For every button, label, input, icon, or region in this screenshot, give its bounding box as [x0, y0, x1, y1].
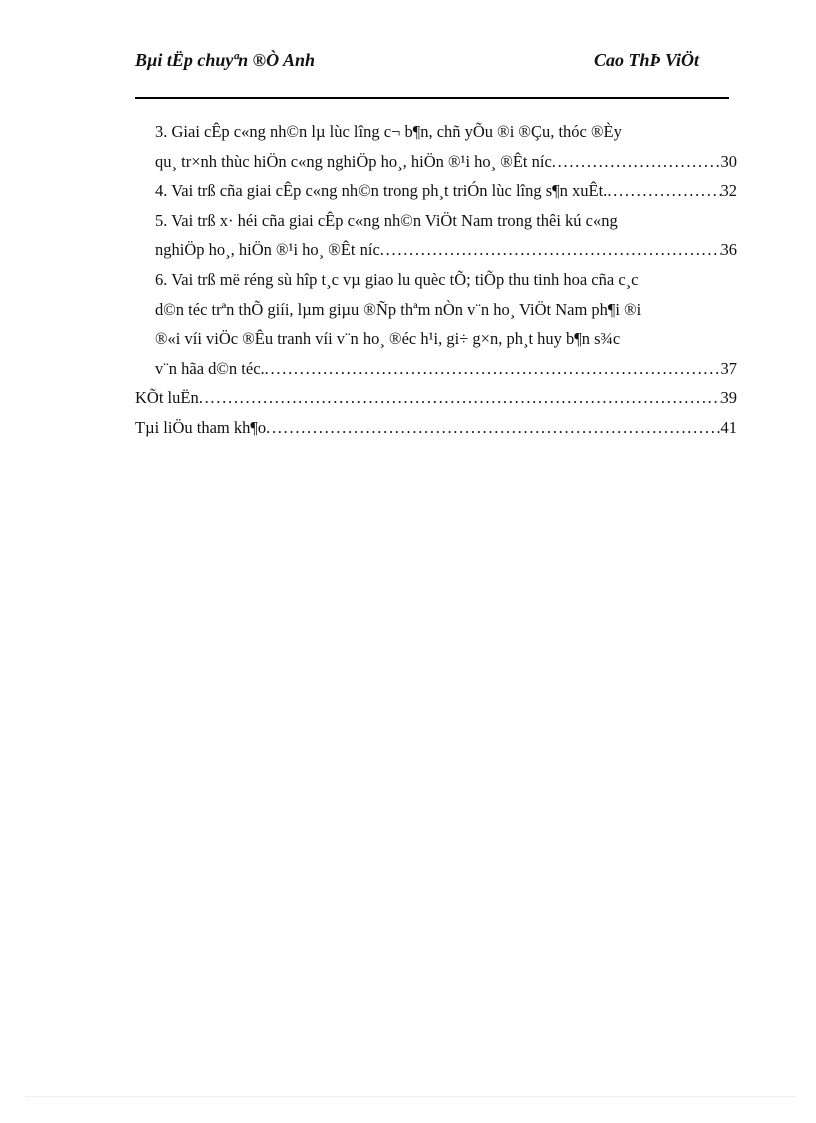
toc-entry-section-5[interactable] — [135, 206, 737, 265]
table-of-contents — [135, 117, 737, 443]
toc-entry-text: KÕt luËn — [135, 388, 199, 408]
toc-entry-text: nghiÖp ho¸, hiÖn ®¹i ho¸ ®Êt níc — [155, 240, 380, 260]
header-title: Bµi tËp chuyªn ®Ò Anh — [135, 50, 315, 70]
toc-leader-dots — [265, 354, 721, 384]
toc-leader-dots — [199, 383, 721, 413]
page-bottom-divider — [25, 1096, 795, 1097]
toc-entry-section-6[interactable] — [135, 265, 737, 383]
toc-page-number: 30 — [720, 151, 737, 171]
toc-entry-references[interactable] — [135, 413, 737, 443]
toc-entry-section-4[interactable] — [135, 176, 737, 206]
page-header — [135, 49, 729, 99]
toc-entry-text: ®«i víi viÖc ®Êu tranh víi v¨n ho¸ ®éc h¹i, gi÷ g×n, ph¸t huy b¶n s¾c — [155, 329, 621, 349]
toc-entry-last-line — [155, 147, 737, 177]
toc-page-number: 39 — [720, 388, 737, 408]
toc-entry-last-line — [135, 383, 737, 413]
toc-entry-last-line — [135, 413, 737, 443]
toc-entry-text: v¨n hãa d©n téc. — [155, 358, 265, 378]
toc-leader-dots — [266, 413, 720, 443]
toc-entry-text: 5. Vai trß x· héi cña giai cÊp c«ng nh©n ViÖt Nam trong thêi kú c«ng — [155, 210, 618, 230]
toc-leader-dots — [552, 147, 721, 177]
toc-entry-last-line — [155, 354, 737, 384]
toc-entry-last-line — [155, 235, 737, 265]
toc-leader-dots — [607, 176, 720, 206]
toc-entry-section-3[interactable] — [135, 117, 737, 176]
toc-entry-text: qu¸ tr×nh thùc hiÖn c«ng nghiÖp ho¸, hiÖn ®¹i ho¸ ®Êt níc — [155, 151, 552, 171]
toc-entry-text: 6. Vai trß më réng sù hîp t¸c vµ giao lu quèc tÕ; tiÕp thu tinh hoa cña c¸c — [155, 269, 639, 289]
header-author: Cao ThÞ ViÖt — [593, 50, 699, 70]
toc-entry-text: Tµi liÖu tham kh¶o — [135, 417, 267, 437]
toc-page-number: 36 — [720, 240, 737, 260]
toc-entry-text: d©n téc trªn thÕ giíi, lµm giµu ®Ñp thªm nÒn v¨n ho¸ ViÖt Nam ph¶i ®i — [155, 299, 642, 319]
toc-entry-text: 4. Vai trß cña giai cÊp c«ng nh©n trong ph¸t triÓn lùc lîng s¶n xuÊt. — [155, 181, 608, 201]
toc-entry-text: 3. Giai cÊp c«ng nh©n lµ lùc lîng c¬ b¶n, chñ yÕu ®i ®Çu, thóc ®Èy — [155, 122, 622, 141]
toc-page-number: 32 — [720, 181, 737, 201]
toc-page-number: 41 — [720, 417, 737, 437]
toc-entry-last-line — [155, 176, 737, 206]
toc-leader-dots — [380, 235, 721, 265]
toc-page-number: 37 — [720, 358, 737, 378]
toc-entry-conclusion[interactable] — [135, 383, 737, 413]
